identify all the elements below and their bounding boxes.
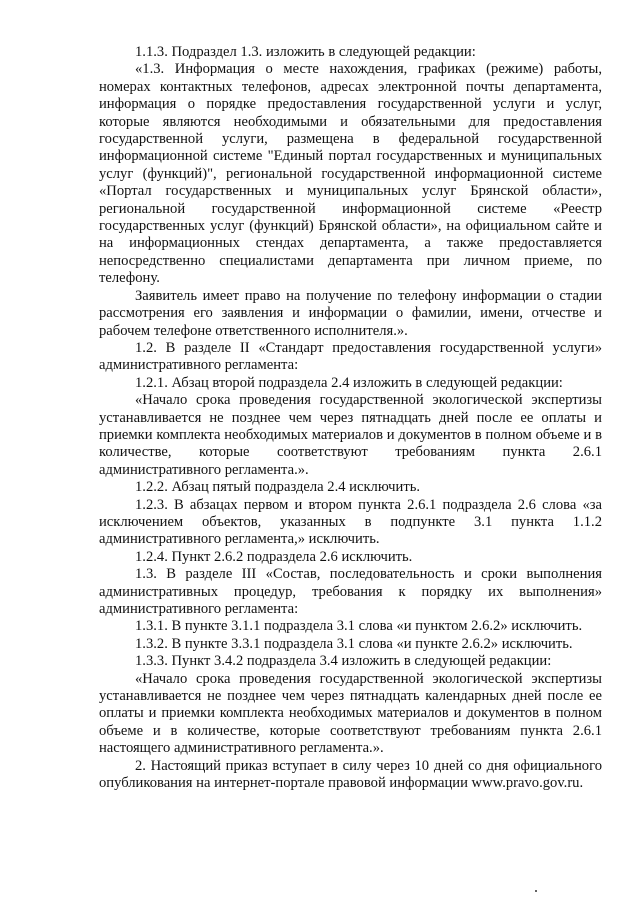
clause-1-3-1: 1.3.1. В пункте 3.1.1 подраздела 3.1 слова «и пунктом 2.6.2» исключить. (135, 618, 583, 635)
clause-1-3-2: 1.3.2. В пункте 3.3.1 подраздела 3.1 слова «и пункте 2.6.2» исключить. (135, 635, 573, 652)
clause-2-effective-date: 2. Настоящий приказ вступает в силу через 10 дней со дня официального опубликования на интернет-портале правовой информации www.pravo.gov.ru. (99, 757, 602, 792)
clause-1-3-info-text: «1.3. Информация о месте нахождения, графиках (режиме) работы, номерах контактных телефонов, адресах электронной почты департамента, информация о порядке предоставления государственной услуги и услуг, которые являются необходимыми и обязательными для предоставления государственной услуги, размещена в федеральной государственной информационной системе "Единый портал государственных и муниципальных услуг (функций)", региональной государственной информационной системе «Портал государственных и муниципальных услуг Брянской области», региональной государственной информационной системе «Реестр государственных услуг (функций) Брянской области», на официальном сайте и на информационных стендах департамента, а также предоставляется непосредственно специалистами департамента при личном приеме, по телефону. (99, 61, 602, 287)
applicant-right-paragraph: Заявитель имеет право на получение по телефону информации о стадии рассмотрения его заявления и информации о фамилии, имени, отчестве и рабочем телефоне ответственного исполнителя.». (99, 287, 602, 339)
clause-1-2-3: 1.2.3. В абзацах первом и втором пункта 2.6.1 подраздела 2.6 слова «за исключением объектов, указанных в подпункте 3.1 пункта 1.1.2 административного регламента,» исключить. (99, 496, 602, 548)
clause-1-2-heading: 1.2. В разделе II «Стандарт предоставления государственной услуги» административного регламента: (99, 339, 602, 374)
clause-1-3-3-heading: 1.3.3. Пункт 3.4.2 подраздела 3.4 изложить в следующей редакции: (135, 653, 552, 670)
clause-1-3-3-text: «Начало срока проведения государственной экологической экспертизы устанавливается не позднее чем через пятнадцать календарных дней после ее оплаты и приемки комплекта необходимых материалов и документов в полном объеме и в количестве, которые соответствуют требованиям пункта 2.6.1 настоящего административного регламента.». (99, 670, 602, 757)
clause-1-2-1-heading: 1.2.1. Абзац второй подраздела 2.4 изложить в следующей редакции: (135, 374, 563, 391)
clause-1-1-3-heading: 1.1.3. Подраздел 1.3. изложить в следующей редакции: (135, 44, 476, 60)
clause-1-3-heading: 1.3. В разделе III «Состав, последовательность и сроки выполнения административных процедур, требования к порядку их выполнения» административного регламента: (99, 566, 602, 617)
clause-1-2-2: 1.2.2. Абзац пятый подраздела 2.4 исключить. (135, 479, 420, 496)
clause-1-2-1-text: «Начало срока проведения государственной экологической экспертизы устанавливается не позднее чем через пятнадцать дней после ее оплаты и приемки комплекта необходимых материалов и документов в полном объеме и в количестве, которые соответствуют требованиям пункта 2.6.1 административного регламента.». (99, 392, 602, 478)
clause-1-2-4: 1.2.4. Пункт 2.6.2 подраздела 2.6 исключить. (135, 548, 413, 565)
scan-speck (535, 890, 537, 892)
document-body (99, 44, 602, 792)
